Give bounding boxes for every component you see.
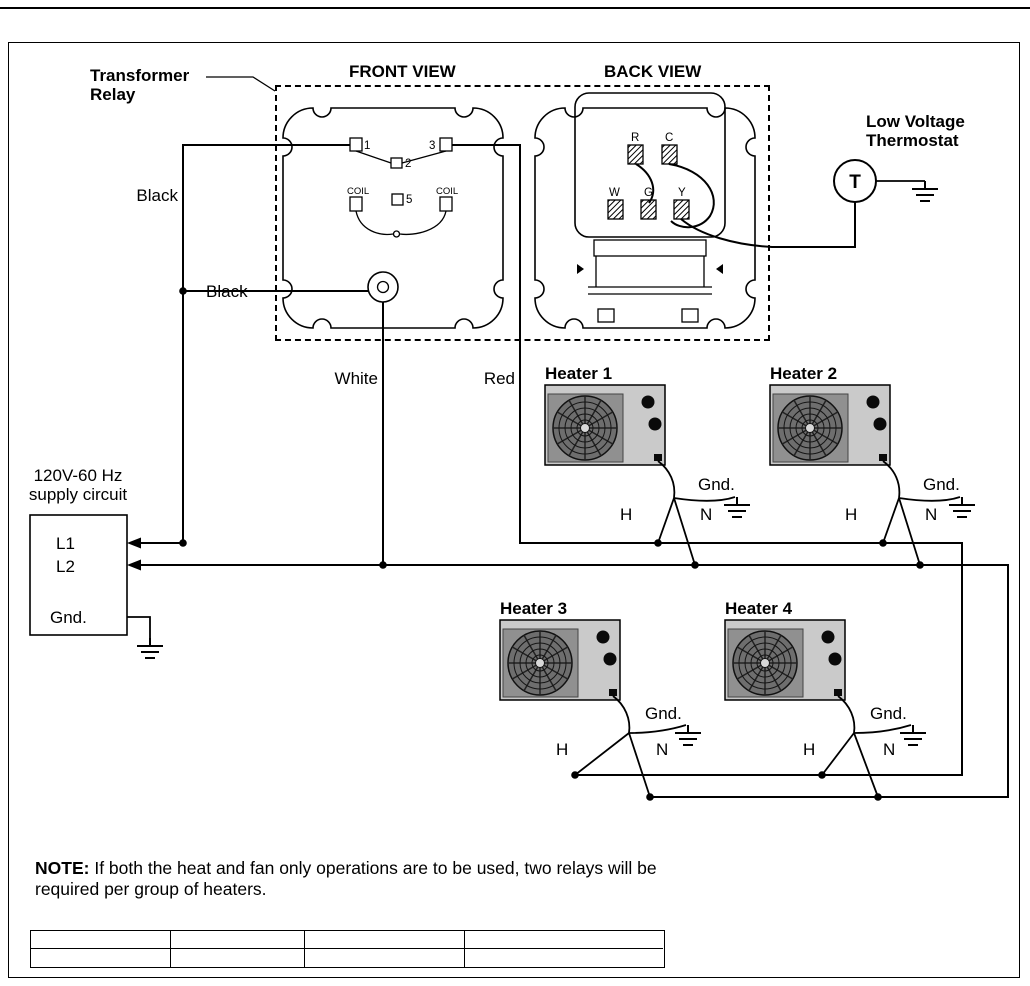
heater-3-hot-label: H bbox=[556, 740, 569, 759]
wire-label-white: White bbox=[334, 369, 378, 388]
low-voltage-thermostat-label-line1: Low Voltage bbox=[866, 112, 965, 131]
supply-ground-lead bbox=[127, 617, 150, 638]
thermostat-letter: T bbox=[849, 172, 861, 193]
low-voltage-thermostat-label-line2: Thermostat bbox=[866, 131, 959, 150]
supply-circuit-label bbox=[18, 466, 138, 504]
supply-circuit-label-line1: 120V-60 Hz bbox=[33, 466, 123, 485]
heater-1-ground-label: Gnd. bbox=[698, 475, 735, 494]
heater-3-ground-label: Gnd. bbox=[645, 704, 682, 723]
note-body: If both the heat and fan only operations are to be used, two relays will be required per group of heaters. bbox=[35, 858, 657, 899]
supply-ground-icon bbox=[137, 638, 163, 658]
supply-circuit-label-line2: supply circuit bbox=[28, 485, 128, 504]
back-terminal-w-label: W bbox=[609, 187, 620, 199]
wire-label-red: Red bbox=[483, 369, 515, 388]
front-view-title: FRONT VIEW bbox=[349, 62, 456, 81]
heater-1-ground-icon bbox=[724, 497, 750, 517]
heater-2-neutral-label: N bbox=[925, 505, 938, 524]
back-terminal-g-label: G bbox=[644, 187, 653, 199]
relay-back-internals bbox=[575, 93, 725, 322]
heater-1-hot-label: H bbox=[620, 505, 633, 524]
back-terminal-r-label: R bbox=[631, 132, 640, 144]
heater-4-hot-label: H bbox=[803, 740, 816, 759]
back-terminal-y-label: Y bbox=[678, 187, 686, 199]
heater-2-hot-label: H bbox=[845, 505, 858, 524]
transformer-relay-label-line2: Relay bbox=[90, 85, 136, 104]
heater-2-ground-label: Gnd. bbox=[923, 475, 960, 494]
front-terminal-5-label: 5 bbox=[406, 194, 413, 206]
table-cell bbox=[305, 949, 465, 967]
supply-terminal-l2: L2 bbox=[56, 557, 75, 576]
wire-label-black-top: Black bbox=[136, 186, 178, 205]
table-cell bbox=[31, 949, 171, 967]
transformer-relay-label-line1: Transformer bbox=[90, 66, 190, 85]
supply-circuit-group bbox=[30, 515, 163, 658]
front-coil-left-label: COIL bbox=[347, 186, 370, 197]
note-label: NOTE: bbox=[35, 858, 90, 878]
supply-terminal-gnd: Gnd. bbox=[50, 608, 87, 627]
thermostat-wire bbox=[681, 202, 855, 247]
front-terminal-2-label: 2 bbox=[405, 158, 412, 170]
heater-1-neutral-label: N bbox=[700, 505, 713, 524]
heater-4-ground-label: Gnd. bbox=[870, 704, 907, 723]
back-terminal-c-label: C bbox=[665, 132, 674, 144]
relay-grommet bbox=[368, 272, 398, 302]
wire-label-black-mid: Black bbox=[206, 282, 248, 301]
table-cell bbox=[31, 931, 171, 949]
transformer-relay-label bbox=[90, 66, 189, 104]
relay-front-outline bbox=[283, 108, 503, 328]
heater-4-ground-icon bbox=[900, 725, 926, 745]
supply-terminal-l1: L1 bbox=[56, 534, 75, 553]
heater-3-image bbox=[500, 620, 620, 700]
front-coil-right-label: COIL bbox=[436, 186, 459, 197]
relay-front-internals bbox=[347, 138, 458, 302]
table-cell bbox=[305, 931, 465, 949]
back-view-title: BACK VIEW bbox=[604, 62, 702, 81]
table-cell bbox=[171, 931, 305, 949]
front-terminal-3-label: 3 bbox=[429, 140, 436, 152]
bottom-table bbox=[30, 930, 665, 968]
heater-3-ground-icon bbox=[675, 725, 701, 745]
heater-2-label: Heater 2 bbox=[770, 364, 838, 383]
heater-1-label: Heater 1 bbox=[545, 364, 613, 383]
heater-3-neutral-label: N bbox=[656, 740, 669, 759]
heater-1-image bbox=[545, 385, 665, 465]
front-terminal-1-label: 1 bbox=[364, 140, 371, 152]
table-cell bbox=[465, 931, 663, 949]
heater-4-neutral-label: N bbox=[883, 740, 896, 759]
note-text bbox=[35, 858, 725, 900]
heater-3-label: Heater 3 bbox=[500, 599, 568, 618]
heater-2-ground-icon bbox=[949, 497, 975, 517]
thermostat-ground-icon bbox=[912, 181, 938, 201]
table-cell bbox=[465, 949, 663, 967]
heater-2-image bbox=[770, 385, 890, 465]
heater-4-label: Heater 4 bbox=[725, 599, 793, 618]
heater-4-image bbox=[725, 620, 845, 700]
low-voltage-thermostat-label bbox=[866, 112, 965, 150]
table-cell bbox=[171, 949, 305, 967]
transformer-relay-leader bbox=[206, 77, 275, 91]
